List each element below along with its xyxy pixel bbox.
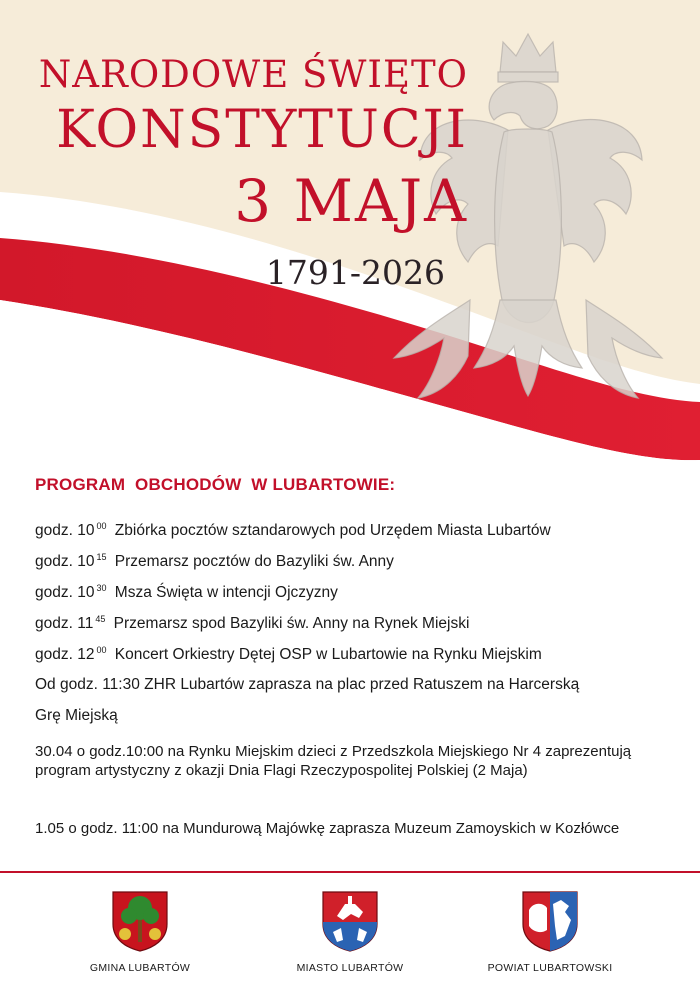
- crest-label-powiat: POWIAT LUBARTOWSKI: [487, 962, 613, 974]
- zhr-line-1: Od godz. 11:30 ZHR Lubartów zaprasza na plac przed Ratuszem na Harcerską: [35, 676, 580, 693]
- crest-gmina: [70, 890, 210, 974]
- powiat-crest-icon: [521, 890, 579, 952]
- crest-label-gmina: GMINA LUBARTÓW: [89, 962, 191, 974]
- crest-powiat: [480, 890, 620, 974]
- title-line-3: 3 MAJA: [234, 167, 468, 235]
- program-item-text: Msza Święta w intencji Ojczyzny: [114, 584, 338, 602]
- program-time-hour: godz. 12: [35, 646, 95, 664]
- program-item: [35, 583, 338, 602]
- program-item: [35, 552, 394, 571]
- title-line-1: NARODOWE ŚWIĘTO: [38, 53, 468, 96]
- program-heading: PROGRAM OBCHODÓW W LUBARTOWIE:: [35, 475, 396, 494]
- program-time-minute: 45: [95, 614, 106, 624]
- note-kozlowka: 1.05 o godz. 11:00 na Mundurową Majówkę zaprasza Muzeum Zamoyskich w Kozłówce: [35, 820, 620, 837]
- program-item: [35, 521, 551, 540]
- crest-label-miasto: MIASTO LUBARTÓW: [296, 962, 404, 974]
- miasto-crest-icon: [321, 890, 379, 952]
- zhr-line-2: Grę Miejską: [35, 707, 118, 724]
- program-time-minute: 00: [96, 521, 107, 531]
- note-flag-day: 30.04 o godz.10:00 na Rynku Miejskim dzieci z Przedszkola Miejskiego Nr 4 zaprezentują program artystyczny z okazji Dnia Flagi Rzeczypospolitej Polskiej (2 Maja): [35, 743, 632, 779]
- program-time-hour: godz. 11: [35, 615, 94, 633]
- program-item-text: Koncert Orkiestry Dętej OSP w Lubartowie na Rynku Miejskim: [114, 646, 542, 664]
- program-item-text: Zbiórka pocztów sztandarowych pod Urzędem Miasta Lubartów: [114, 522, 551, 540]
- title-years: 1791-2026: [265, 253, 445, 292]
- title-line-2: KONSTYTUCJI: [56, 100, 468, 160]
- program-time-hour: godz. 10: [35, 584, 95, 602]
- program-time-hour: godz. 10: [35, 553, 95, 571]
- program-item: [35, 645, 542, 664]
- program-time-minute: 30: [96, 583, 107, 593]
- program-item-text: Przemarsz spod Bazyliki św. Anny na Rynek Miejski: [113, 615, 470, 633]
- program-time-minute: 15: [96, 552, 107, 562]
- program-time-minute: 00: [96, 645, 107, 655]
- gmina-crest-icon: [111, 890, 169, 952]
- program-time-hour: godz. 10: [35, 522, 95, 540]
- footer-divider: [0, 871, 700, 873]
- program-item: [35, 614, 469, 633]
- crest-miasto: [280, 890, 420, 974]
- program-item-text: Przemarsz pocztów do Bazyliki św. Anny: [114, 553, 394, 571]
